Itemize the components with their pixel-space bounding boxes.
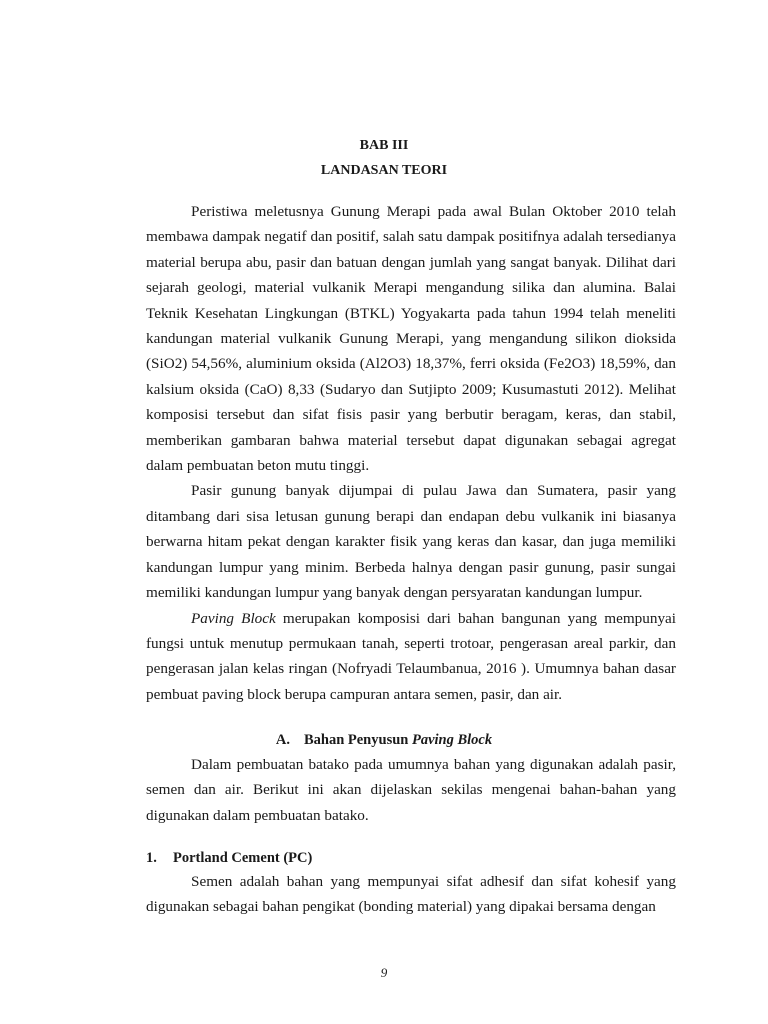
body-text-subsection-1	[146, 869, 676, 920]
paragraph-cement: Semen adalah bahan yang mempunyai sifat adhesif dan sifat kohesif yang digunakan sebagai bahan pengikat (bonding material) yang dipakai bersama dengan	[146, 873, 676, 916]
chapter-number: BAB III	[359, 138, 409, 153]
paving-block-term: Paving Block	[191, 609, 276, 627]
page-number: 9	[380, 965, 388, 980]
section-heading-a	[0, 731, 768, 749]
subsection-heading-1	[146, 849, 312, 867]
paragraph-merapi-eruption: Peristiwa meletusnya Gunung Merapi pada awal Bulan Oktober 2010 telah membawa dampak negatif dan positif, salah satu dampak positifnya adalah tersedianya material berupa abu, pasir dan batuan dengan jumlah yang sangat banyak. Dilihat dari sejarah geologi, material vulkanik Merapi mengandung silika dan alumina. Balai Teknik Kesehatan Lingkungan (BTKL) Yogyakarta pada tahun 1994 telah meneliti kandungan material vulkanik Gunung Merapi, yang mengandung silikon dioksida (SiO2) 54,56%, aluminium oksida (Al2O3) 18,37%, ferri oksida (Fe2O3) 18,59%, dan kalsium oksida (CaO) 8,33 (Sudaryo dan Sutjipto 2009; Kusumastuti 2012). Melihat komposisi tersebut dan sifat fisis pasir yang berbutir beragam, keras, dan stabil, memberikan gambaran bahwa material tersebut dapat digunakan sebagai agregat dalam pembuatan beton mutu tinggi.	[146, 203, 676, 475]
body-text-intro	[146, 199, 676, 707]
paragraph-paving-block	[146, 606, 676, 708]
section-letter: A.	[275, 732, 290, 748]
paving-block-definition: merupakan komposisi dari bahan bangunan yang mempunyai fungsi untuk menutup permukaan tanah, seperti trotoar, pengerasan areal parkir, dan pengerasan jalan kelas ringan (Nofryadi Telaumbanua, 2016 ). Umumnya bahan dasar pembuat paving block berupa campuran antara semen, pasir, dan air.	[146, 609, 677, 703]
paragraph-batako-materials: Dalam pembuatan batako pada umumnya bahan yang digunakan adalah pasir, semen dan air. Berikut ini akan dijelaskan sekilas mengenai bahan-bahan yang digunakan dalam pembuatan batako.	[146, 756, 676, 824]
section-title-italic: Paving Block	[411, 732, 493, 748]
subsection-title: Portland Cement (PC)	[173, 850, 313, 866]
body-text-section-a	[146, 752, 676, 828]
subsection-number: 1.	[146, 850, 157, 866]
paragraph-mountain-sand: Pasir gunung banyak dijumpai di pulau Jawa dan Sumatera, pasir yang ditambang dari sisa letusan gunung berapi dan endapan debu vulkanik ini biasanya berwarna hitam pekat dengan karakter fisik yang keras dan kasar, dan juga memiliki kandungan lumpur yang minim. Berbeda halnya dengan pasir gunung, pasir sungai memiliki kandungan lumpur yang banyak dengan persyaratan kandungan lumpur.	[146, 482, 676, 602]
section-title-plain: Bahan Penyusun	[303, 732, 412, 748]
chapter-title: LANDASAN TEORI	[320, 163, 448, 178]
